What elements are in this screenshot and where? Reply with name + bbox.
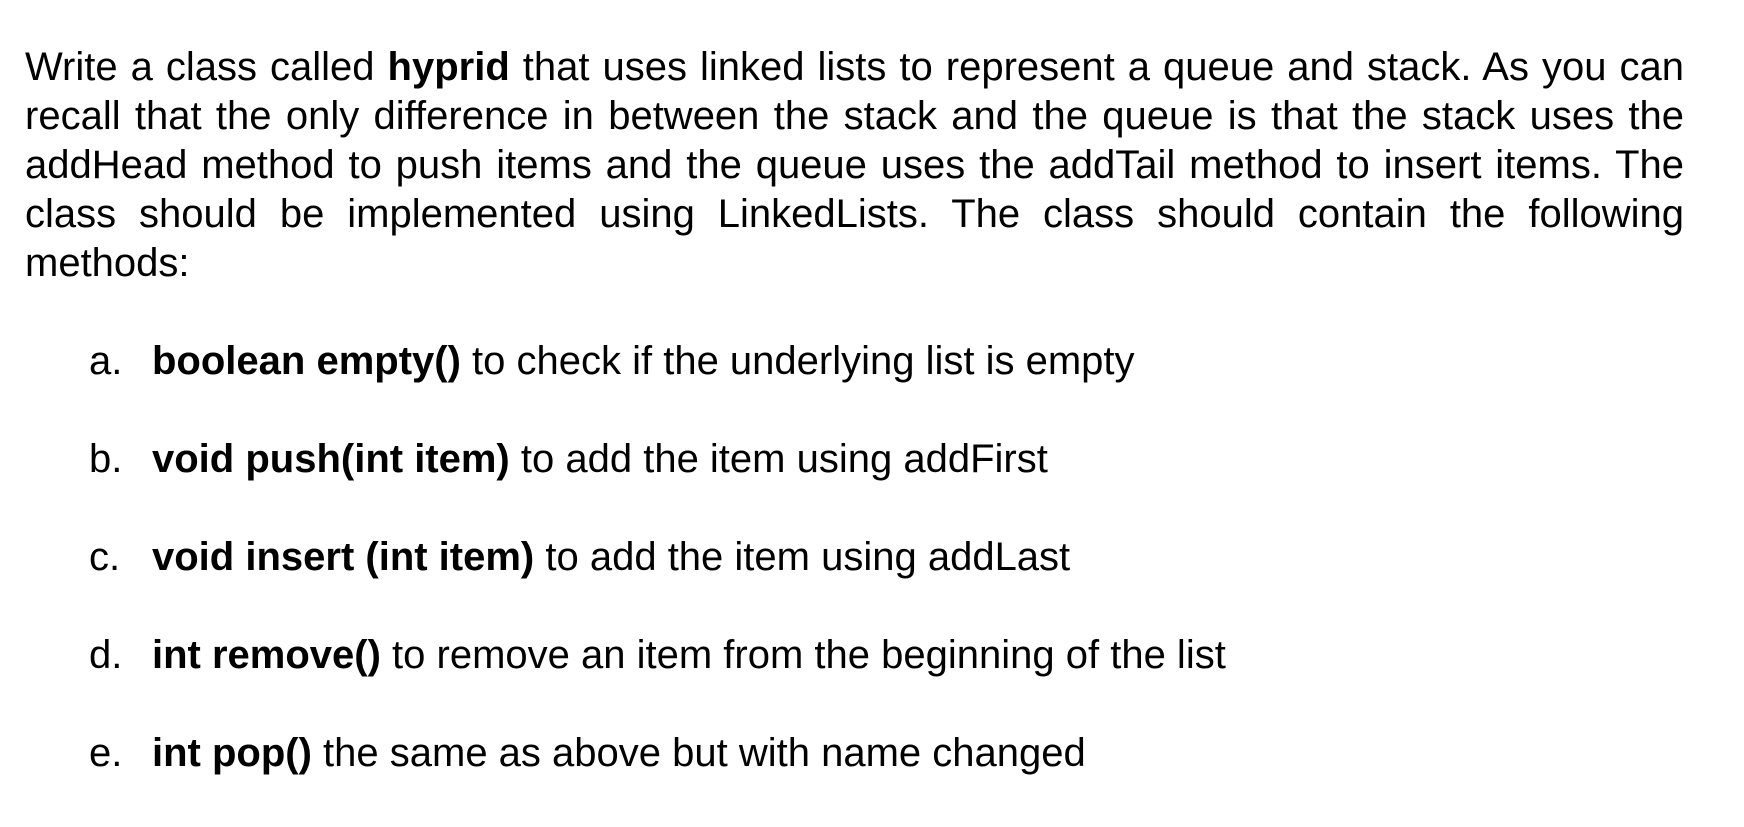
method-text: [152, 729, 1086, 778]
method-text: [152, 337, 1135, 386]
intro-paragraph: [25, 43, 1684, 288]
method-text: [152, 533, 1070, 582]
method-item-insert: [0, 533, 1744, 631]
method-signature: int pop(): [152, 731, 312, 775]
method-description: to check if the underlying list is empty: [460, 339, 1135, 383]
list-marker: d.: [89, 633, 123, 677]
method-description: the same as above but with name changed: [311, 731, 1086, 775]
method-description: to add the item using addFirst: [509, 437, 1048, 481]
intro-text-after: that uses linked lists to represent a queue and stack. As you can recall that the only difference in between the stack and the queue is that the stack uses the addHead method to push items and the queue uses the addTail method to insert items. The class should be implemented using LinkedLists. The class should contain the following methods:: [25, 45, 1684, 285]
list-marker: a.: [89, 339, 123, 383]
list-marker: b.: [89, 437, 123, 481]
list-marker: e.: [89, 731, 123, 775]
class-name: hyprid: [387, 45, 510, 89]
method-item-push: [0, 435, 1744, 533]
method-item-pop: [0, 729, 1744, 827]
method-item-remove: [0, 631, 1744, 729]
methods-list: [0, 337, 1744, 827]
list-marker: c.: [89, 535, 121, 579]
method-signature: int remove(): [152, 633, 381, 677]
method-signature: void push(int item): [152, 437, 510, 481]
method-signature: void insert (int item): [152, 535, 535, 579]
method-description: to add the item using addLast: [534, 535, 1071, 579]
method-text: [152, 631, 1226, 680]
method-description: to remove an item from the beginning of the list: [380, 633, 1226, 677]
intro-text-before: Write a class called: [25, 45, 388, 89]
method-text: [152, 435, 1048, 484]
method-signature: boolean empty(): [152, 339, 461, 383]
method-item-empty: [0, 337, 1744, 435]
